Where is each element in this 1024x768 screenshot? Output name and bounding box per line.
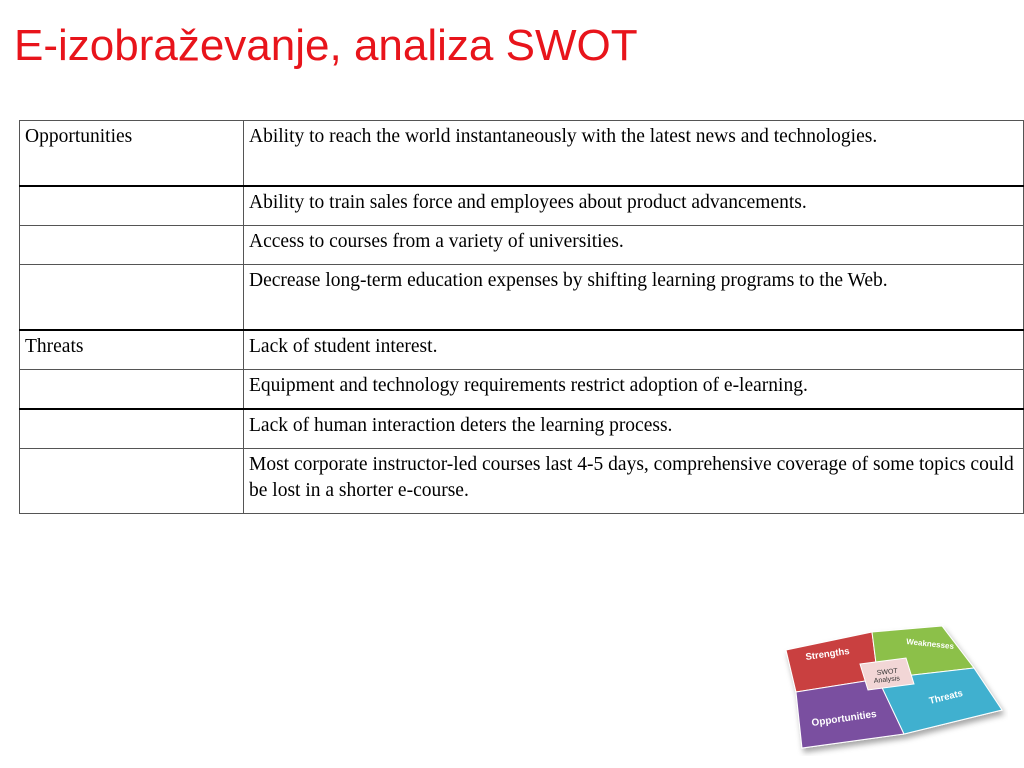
strengths-label: Strengths (804, 645, 851, 663)
slide-title: E-izobraževanje, analiza SWOT (14, 21, 638, 70)
table-row (20, 121, 1024, 187)
category-cell (20, 226, 244, 265)
item-cell: Ability to train sales force and employees about product advancements. (244, 186, 1024, 226)
item-cell: Equipment and technology requirements restrict adoption of e-learning. (244, 370, 1024, 410)
table-row (20, 409, 1024, 449)
item-cell: Lack of student interest. (244, 330, 1024, 370)
swot-table (19, 120, 1024, 514)
opportunities-label: Opportunities (810, 708, 878, 729)
table-row (20, 330, 1024, 370)
table-row (20, 186, 1024, 226)
category-cell: Opportunities (20, 121, 244, 187)
category-cell: Threats (20, 330, 244, 370)
item-cell: Decrease long-term education expenses by shifting learning programs to the Web. (244, 265, 1024, 331)
item-cell: Lack of human interaction deters the learning process. (244, 409, 1024, 449)
category-cell (20, 449, 244, 514)
table-row (20, 265, 1024, 331)
swot-center-line2: Analysis (873, 675, 901, 685)
category-cell (20, 409, 244, 449)
item-cell: Access to courses from a variety of universities. (244, 226, 1024, 265)
category-cell (20, 370, 244, 410)
table-row (20, 449, 1024, 514)
category-cell (20, 186, 244, 226)
category-cell (20, 265, 244, 331)
swot-center-line1: SWOT (876, 667, 899, 677)
item-cell: Ability to reach the world instantaneously with the latest news and technologies. (244, 121, 1024, 187)
table-row (20, 370, 1024, 410)
swot-analysis-logo (780, 622, 1008, 756)
weaknesses-label: Weaknesses (905, 637, 955, 651)
item-cell: Most corporate instructor-led courses last 4-5 days, comprehensive coverage of some topics could be lost in a shorter e-course. (244, 449, 1024, 514)
table-row (20, 226, 1024, 265)
threats-label: Threats (928, 687, 965, 707)
